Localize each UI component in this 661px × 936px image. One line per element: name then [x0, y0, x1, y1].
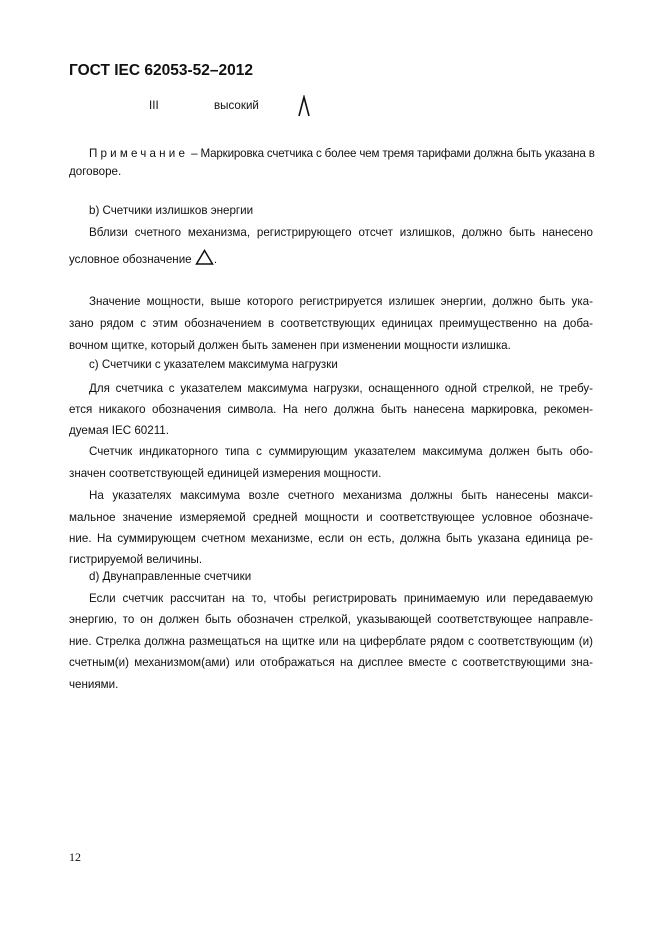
tariff-label: высокий: [214, 99, 259, 112]
text-line: мальное значение измеряемой средней мощности и соответствующее условное обозначе-: [69, 511, 593, 524]
section-heading-d: d) Двунаправленные счетчики: [89, 570, 252, 583]
text-line: ется никакого обозначения символа. На него должна быть нанесена маркировка, рекомен-: [69, 403, 593, 416]
text-line: На указателях максимума возле счетного механизма должны быть нанесены макси-: [89, 489, 593, 502]
note-line: [89, 146, 593, 161]
text-line: чениями.: [69, 678, 119, 691]
note-text: – Маркировка счетчика с более чем тремя тарифами должна быть указана в: [191, 147, 595, 160]
text-line: энергию, то он должен быть обозначен стрелкой, указывающей соответствующее направле-: [69, 613, 593, 626]
text-line: Значение мощности, выше которого регистрируется излишек энергии, должно быть ука-: [89, 295, 593, 308]
note-label: Примечание: [89, 147, 189, 160]
text-span: условное обозначение: [69, 253, 192, 266]
document-title: ГОСТ IEC 62053-52–2012: [69, 62, 253, 79]
text-line: Для счетчика с указателем максимума нагрузки, оснащенного одной стрелкой, не требу-: [89, 382, 593, 395]
page-number: 12: [69, 850, 81, 864]
tariff-number: III: [149, 99, 159, 112]
text-line: Счетчик индикаторного типа с суммирующим указателем максимума должен быть обо-: [89, 445, 593, 458]
text-line: ние. Стрелка должна размещаться на щитке или на циферблате рядом с соответствующим (и): [69, 635, 593, 648]
text-line: значен соответствующей единицей измерения мощности.: [69, 467, 382, 480]
text-line: Если счетчик рассчитан на то, чтобы регистрировать принимаемую или передаваемую: [89, 592, 593, 605]
section-heading-c: c) Счетчики с указателем максимума нагрузки: [89, 358, 338, 371]
text-line: вочном щитке, который должен быть заменен при изменении мощности излишка.: [69, 339, 511, 352]
text-span: .: [213, 253, 218, 266]
high-tariff-symbol-icon: [297, 95, 311, 117]
text-line: ние. На суммирующем счетном механизме, если он есть, должна быть указана единица ре-: [69, 532, 593, 545]
text-line: гистрируемой величины.: [69, 553, 203, 566]
text-line: Вблизи счетного механизма, регистрирующего отсчет излишков, должно быть нанесено: [89, 226, 593, 239]
text-line: зано рядом с этим обозначением в соответствующих единицах преимущественно на доба-: [69, 317, 593, 330]
triangle-symbol-icon: [195, 249, 214, 265]
text-line: дуемая IEC 60211.: [69, 424, 169, 437]
text-line: [69, 249, 593, 267]
section-heading-b: b) Счетчики излишков энергии: [89, 204, 254, 217]
text-line: счетным(и) механизмом(ами) или отображаться на дисплее вместе с соответствующими зна-: [69, 656, 593, 669]
note-line: договоре.: [69, 165, 122, 178]
